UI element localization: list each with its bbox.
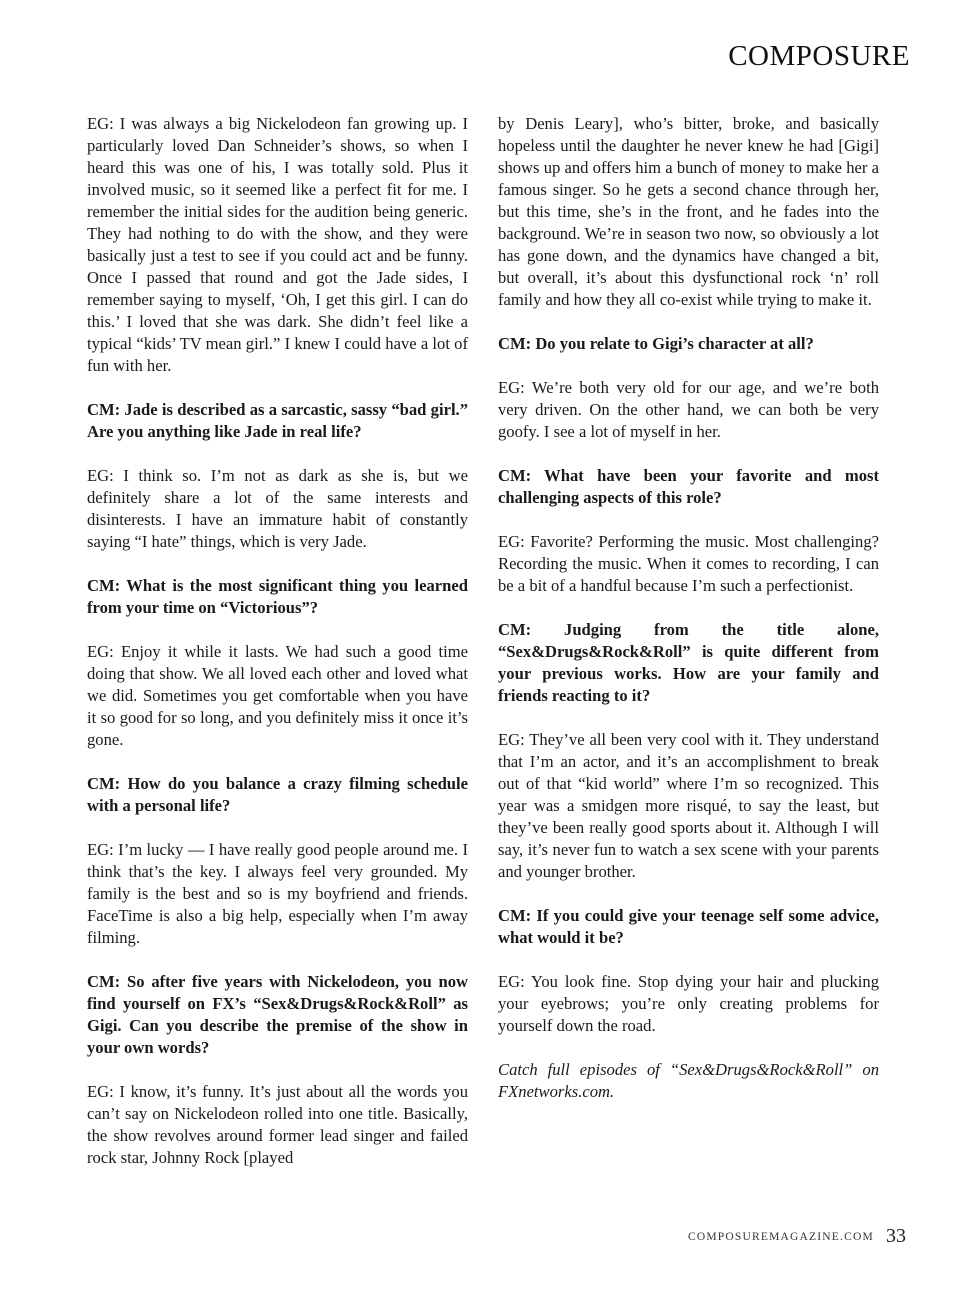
answer-paragraph: EG: They’ve all been very cool with it. They understand that I’m an actor, and it’s an accomplishment to break out of that “kid world” where I’m so recognized. This year was a smidgen more risqué, to say the least, but they’ve been really good sports about it. Although I will say, it’s never fun to watch a sex scene with your parents and younger brother.: [498, 730, 879, 881]
answer-paragraph: EG: We’re both very old for our age, and we’re both very driven. On the other hand, we can both be very goofy. I see a lot of myself in her.: [498, 378, 879, 441]
answer-paragraph: EG: I think so. I’m not as dark as she is, but we definitely share a lot of the same interests and disinterests. I have an immature habit of constantly saying “I hate” things, which is very Jade.: [87, 466, 468, 551]
right-column: [498, 113, 879, 1125]
answer-paragraph: EG: I was always a big Nickelodeon fan growing up. I particularly loved Dan Schneider’s shows, so when I heard this was one of his, I was totally sold. Plus it involved music, so it seemed like a perfect fit for me. I remember the initial sides for the audition being generic. They had nothing to do with the show, and they were basically just a test to see if you could act and be funny. Once I passed that round and got the Jade sides, I remember saying to myself, ‘Oh, I get this girl. I can do this.’ I loved that she was dark. She didn’t feel like a typical “kids’ TV mean girl.” I knew I could have a lot of fun with her.: [87, 114, 468, 375]
question-paragraph: CM: So after five years with Nickelodeon, you now find yourself on FX’s “Sex&Drugs&Rock&Roll” as Gigi. Can you describe the premise of the show in your own words?: [87, 972, 468, 1057]
answer-paragraph: EG: I’m lucky — I have really good people around me. I think that’s the key. I always feel very grounded. My family is the best and so is my boyfriend and friends. FaceTime is also a big help, especially when I’m away filming.: [87, 840, 468, 947]
question-paragraph: CM: What is the most significant thing you learned from your time on “Victorious”?: [87, 576, 468, 617]
left-column: [87, 113, 468, 1191]
page-number: 33: [886, 1225, 906, 1247]
magazine-masthead: COMPOSURE: [728, 40, 910, 72]
question-paragraph: CM: How do you balance a crazy filming schedule with a personal life?: [87, 774, 468, 815]
answer-paragraph: by Denis Leary], who’s bitter, broke, and basically hopeless until the daughter he never knew he had [Gigi] shows up and offers him a bunch of money to make her a famous singer. So he gets a second chance through her, but this time, she’s in the front, and he fades into the background. We’re in season two now, so obviously a lot has gone down, and the dynamics have changed a bit, but overall, it’s about this dysfunctional rock ‘n’ roll family and how they all co-exist while trying to make it.: [498, 114, 879, 309]
answer-paragraph: EG: I know, it’s funny. It’s just about all the words you can’t say on Nickelodeon rolled into one title. Basically, the show revolves around former lead singer and failed rock star, Johnny Rock [played: [87, 1082, 468, 1167]
answer-paragraph: EG: You look fine. Stop dying your hair and plucking your eyebrows; you’re only creating problems for yourself down the road.: [498, 972, 879, 1035]
question-paragraph: CM: Do you relate to Gigi’s character at all?: [498, 334, 814, 353]
answer-paragraph: EG: Enjoy it while it lasts. We had such a good time doing that show. We all loved each other and loved what we did. Sometimes you get comfortable when you have it so good for so long, and you definitely miss it once it’s gone.: [87, 642, 468, 749]
question-paragraph: CM: What have been your favorite and most challenging aspects of this role?: [498, 466, 879, 507]
question-paragraph: CM: If you could give your teenage self some advice, what would it be?: [498, 906, 879, 947]
footer-website: COMPOSUREMAGAZINE.COM: [688, 1231, 874, 1243]
closing-note: Catch full episodes of “Sex&Drugs&Rock&Roll” on FXnetworks.com.: [498, 1060, 879, 1101]
answer-paragraph: EG: Favorite? Performing the music. Most challenging? Recording the music. When it comes to recording, I can be a bit of a handful because I’m such a perfectionist.: [498, 532, 879, 595]
question-paragraph: CM: Jade is described as a sarcastic, sassy “bad girl.” Are you anything like Jade in real life?: [87, 400, 468, 441]
question-paragraph: CM: Judging from the title alone, “Sex&Drugs&Rock&Roll” is quite different from your previous works. How are your family and friends reacting to it?: [498, 620, 879, 705]
